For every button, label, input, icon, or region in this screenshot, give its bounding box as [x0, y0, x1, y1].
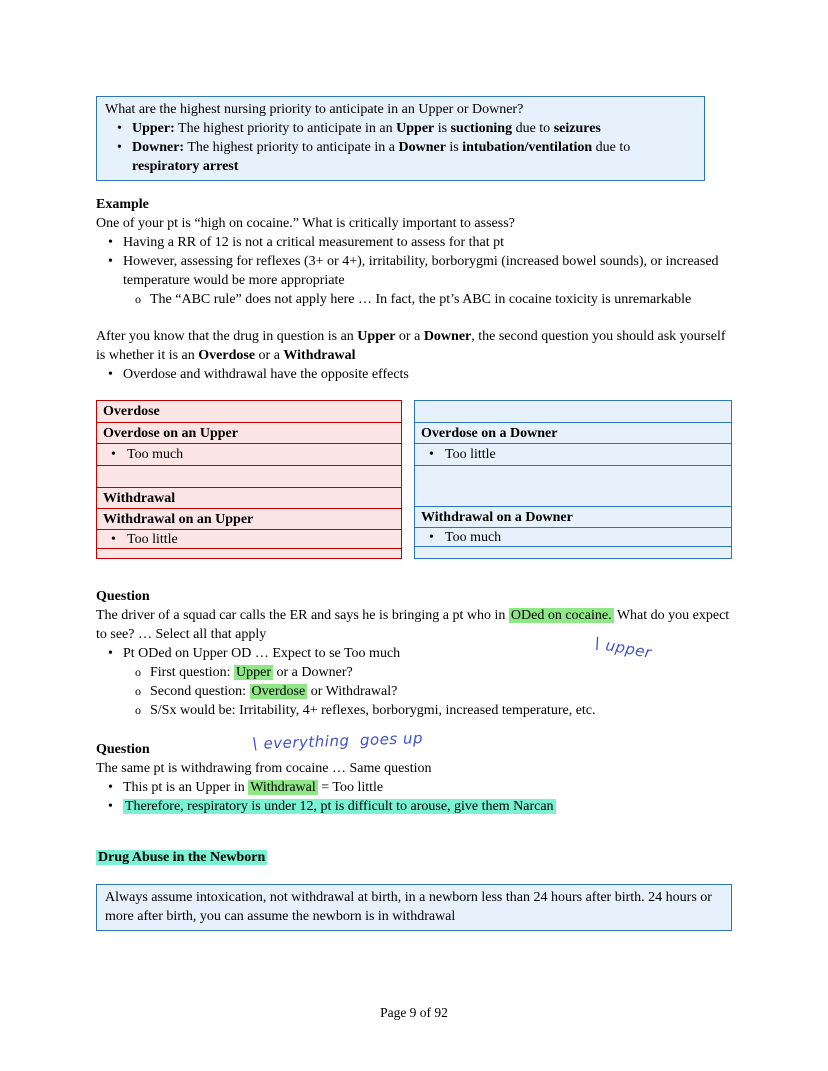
table-row: Withdrawal on a Downer [415, 507, 731, 528]
transition-bullet-list [96, 365, 732, 384]
question1-sub-bullet: o Second question: Overdose or Withdrawal? [96, 682, 732, 701]
table-row-empty [415, 466, 731, 507]
example-bullet: • Having a RR of 12 is not a critical measurement to assess for that pt [96, 233, 732, 252]
callout-bullet-downer: • Downer: The highest priority to anticipate in a Downer is intubation/ventilation due to respiratory arrest [105, 138, 696, 176]
table-row: • Too much [415, 528, 731, 547]
table-row: • Too little [415, 444, 731, 466]
transition-paragraph: After you know that the drug in question is an Upper or a Downer, the second question you should ask yourself is whether it is an Overdose or a Withdrawal [96, 329, 726, 363]
question1-sub-bullet: o S/Sx would be: Irritability, 4+ reflexes, borborygmi, increased temperature, etc. [96, 701, 732, 720]
question2-bullet: • Therefore, respiratory is under 12, pt is difficult to arouse, give them Narcan [96, 797, 732, 816]
handwritten-everything-goes-up-annotation: \ everything goes up [252, 728, 424, 754]
comparison-tables [96, 400, 732, 559]
callout-bullet-upper: • Upper: The highest priority to anticipate in an Upper is suctioning due to seizures [105, 119, 696, 138]
downer-table [414, 400, 732, 559]
example-bullet-list [96, 233, 732, 309]
page-number: Page 9 of 92 [380, 1005, 448, 1020]
table-row: • Too much [97, 444, 401, 466]
newborn-callout-text: Always assume intoxication, not withdrawal at birth, in a newborn less than 24 hours after birth. 24 hours or more after birth, you can assume the newborn is in withdrawal [105, 890, 712, 924]
question1-sub-bullet: o First question: Upper or a Downer? [96, 663, 732, 682]
question2-bullet-list [96, 778, 732, 816]
callout-intro: What are the highest nursing priority to anticipate in an Upper or Downer? [105, 102, 524, 117]
question2-paragraph: The same pt is withdrawing from cocaine … Same question [96, 761, 432, 776]
table-row-empty [97, 466, 401, 488]
table-row: Overdose on an Upper [97, 423, 401, 444]
newborn-heading: Drug Abuse in the Newborn [98, 850, 266, 865]
example-sub-bullet: o The “ABC rule” does not apply here … In fact, the pt’s ABC in cocaine toxicity is unremarkable [96, 290, 732, 309]
callout-bullet-list [105, 119, 696, 176]
question1-heading: Question [96, 589, 150, 604]
example-bullet: • However, assessing for reflexes (3+ or 4+), irritability, borborygmi (increased bowel sounds), or increased temperature would be more appropriate [96, 252, 732, 290]
question1-paragraph: The driver of a squad car calls the ER and says he is bringing a pt who in ODed on cocaine. What do you expect to see? … Select all that apply [96, 608, 730, 642]
table-row: Withdrawal on an Upper [97, 509, 401, 530]
upper-table [96, 400, 402, 559]
table-row-empty [415, 547, 731, 558]
handwritten-upper-annotation: \ upper [593, 633, 654, 663]
question2-heading: Question [96, 742, 150, 757]
table-row-empty [97, 549, 401, 558]
question2-bullet: • This pt is an Upper in Withdrawal = Too little [96, 778, 732, 797]
example-heading: Example [96, 197, 149, 212]
newborn-callout-box [96, 884, 732, 931]
priority-callout-box [96, 96, 705, 181]
page-content [96, 96, 732, 931]
table-row-empty [415, 401, 731, 423]
transition-bullet: • Overdose and withdrawal have the opposite effects [96, 365, 732, 384]
table-row: Withdrawal [97, 488, 401, 509]
table-row: Overdose [97, 401, 401, 423]
table-row: • Too little [97, 530, 401, 549]
question1-bullet: • Pt ODed on Upper OD … Expect to se Too much [96, 644, 732, 663]
table-row: Overdose on a Downer [415, 423, 731, 444]
example-intro: One of your pt is “high on cocaine.” What is critically important to assess? [96, 216, 515, 231]
